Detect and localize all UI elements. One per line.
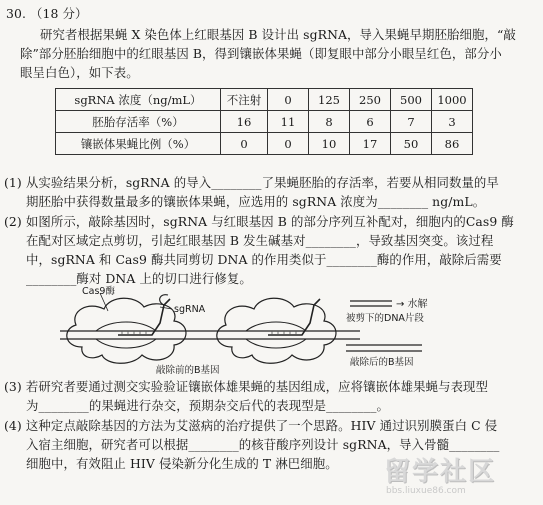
part-4-line-2: 入宿主细胞，研究者可以根据________的核苷酸序列设计 sgRNA，导入骨髓________ [26, 437, 500, 452]
table-cell: 16 [221, 111, 268, 133]
table-cell: 500 [391, 89, 432, 111]
after-gene-label: 敲除后的B基因 [350, 357, 414, 368]
row-header-survival: 胚胎存活率（%） [56, 111, 221, 133]
part-2-line-3: 中，sgRNA 和 Cas9 酶共同剪切 DNA 的作用类似于________酶的作用，敲除后需要 [26, 252, 502, 267]
part-1-line-1: (1) 从实验结果分析，sgRNA 的导入________了果蝇胚胎的存活率，若要从相同数量的早 [4, 175, 499, 190]
intro-line-3: 眼呈白色），如下表。 [20, 65, 139, 80]
table-cell: 0 [268, 133, 309, 155]
sgrna-label: sgRNA [174, 304, 206, 315]
before-gene-label: 敲除前的B基因 [156, 365, 220, 376]
table-cell: 10 [309, 133, 350, 155]
table-cell: 6 [350, 111, 391, 133]
part-4-line-1: (4) 这种定点敲除基因的方法为艾滋病的治疗提供了一个思路。HIV 通过识别膜蛋白 C 侵 [4, 418, 498, 433]
fragment-label: 被剪下的DNA片段 [346, 313, 424, 324]
table-cell: 1000 [432, 89, 473, 111]
part-2-line-4: ________酶对 DNA 上的切口进行修复。 [26, 271, 252, 286]
table-row [56, 89, 473, 111]
table-cell: 17 [350, 133, 391, 155]
table-cell: 8 [309, 111, 350, 133]
part-3-line-1: (3) 若研究者要通过测交实验验证镶嵌体雄果蝇的基因组成，应将镶嵌体雄果蝇与表现型 [4, 379, 489, 394]
sgrna-loop [160, 295, 168, 305]
experiment-table [55, 88, 473, 155]
part-2-line-1: (2) 如图所示，敲除基因时，sgRNA 与红眼基因 B 的部分序列互补配对，细胞内的Cas9 酶 [4, 214, 514, 229]
intro-line-2: 除”部分胚胎细胞中的红眼基因 B，得到镶嵌体果蝇（即复眼中部分小眼呈红色，部分小 [20, 46, 502, 61]
table-row [56, 111, 473, 133]
table-row [56, 133, 473, 155]
gene-knockout-diagram [60, 285, 490, 377]
part-3-line-2: 为________的果蝇进行杂交，预期杂交后代的表现型是________。 [26, 398, 390, 413]
table-cell: 125 [309, 89, 350, 111]
table-cell: 3 [432, 111, 473, 133]
table-cell: 50 [391, 133, 432, 155]
watermark-logo-text: 留学社区 [384, 457, 497, 487]
table-cell: 250 [350, 89, 391, 111]
intro-line-1: 研究者根据果蝇 X 染色体上红眼基因 B 设计出 sgRNA，导入果蝇早期胚胎细胞，“敲 [40, 27, 516, 42]
watermark-url: bbs.liuxue86.com [386, 486, 466, 496]
part-4-line-3: 细胞中，有效阻止 HIV 侵染新分化生成的 T 淋巴细胞。 [26, 456, 338, 471]
hydrolysis-label: → 水解 [396, 299, 428, 310]
table-cell: 11 [268, 111, 309, 133]
table-cell: 7 [391, 111, 432, 133]
part-1-line-2: 期胚胎中获得数量最多的镶嵌体果蝇，应选用的 sgRNA 浓度为________ ng/mL。 [26, 194, 486, 209]
table-cell: 0 [221, 133, 268, 155]
site-watermark [384, 458, 496, 497]
table-cell: 0 [268, 89, 309, 111]
part-2-line-2: 在配对区域定点剪切，引起红眼基因 B 发生碱基对________，导致基因突变。该过程 [26, 233, 494, 248]
row-header-concentration: sgRNA 浓度（ng/mL） [56, 89, 221, 111]
cas9-label: Cas9酶 [82, 286, 115, 297]
table-cell: 86 [432, 133, 473, 155]
row-header-mosaic: 镶嵌体果蝇比例（%） [56, 133, 221, 155]
table-cell: 不注射 [221, 89, 268, 111]
question-number: 30. （18 分） [6, 6, 88, 21]
